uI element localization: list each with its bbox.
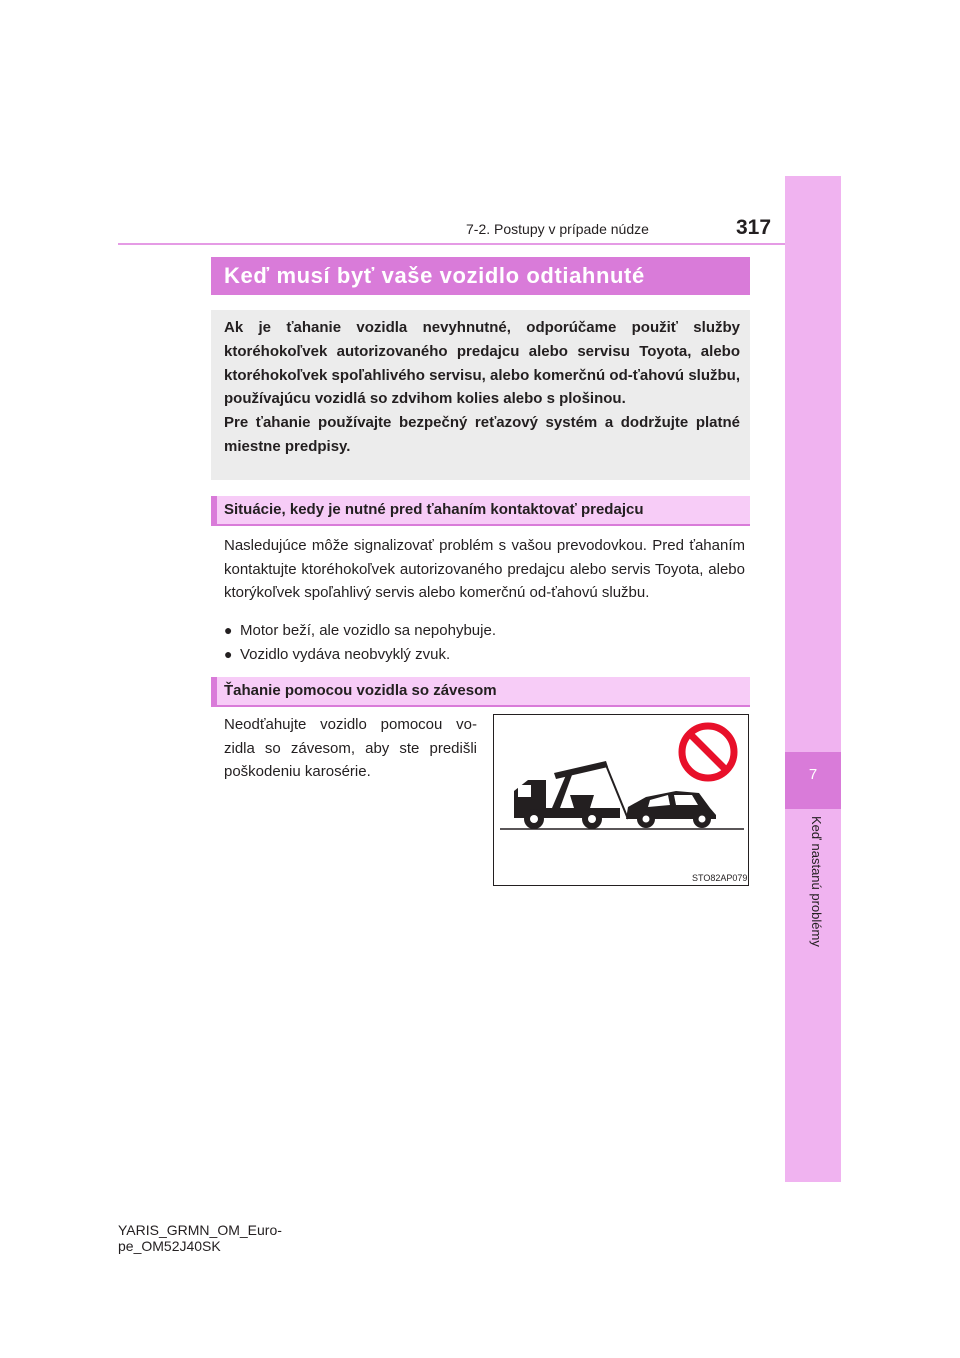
intro-text: Ak je ťahanie vozidla nevyhnutné, odporúčame použiť služby ktoréhokoľvek autorizovaného predajcu alebo servisu Toyota, alebo ktoréhokoľvek spoľahlivého servisu, alebo komerčnú od-ťahovú službu, používajúcu vozidlá so zdvihom kolies alebo s plošinou. Pre ťahanie používajte bezpečný reťazový systém a dodržujte platné miestne predpisy. <box>224 319 740 455</box>
header-rule <box>118 243 785 245</box>
bullet-text: Vozidlo vydáva neobvyklý zvuk. <box>240 646 451 663</box>
figure-code: STO82AP079 <box>692 873 748 883</box>
header-section-title: 7-2. Postupy v prípade núdze <box>466 221 649 237</box>
section-paragraph: Neodťahujte vozidlo pomocou vo-zidla so závesom, aby ste predišli poškodeniu karosérie. <box>224 716 477 780</box>
tow-truck-illustration <box>494 715 748 885</box>
footer-doc-id <box>118 1222 282 1254</box>
bullet-icon: ● <box>224 622 233 638</box>
footer-line: pe_OM52J40SK <box>118 1238 221 1254</box>
page-title: Keď musí byť vaše vozidlo odtiahnuté <box>224 263 645 288</box>
chapter-title: Keď nastanú problémy <box>809 816 824 947</box>
bullet-icon: ● <box>224 646 233 662</box>
bullet-item <box>224 622 496 639</box>
chapter-number: 7 <box>808 766 818 783</box>
footer-line: YARIS_GRMN_OM_Euro- <box>118 1222 282 1238</box>
bullet-text: Motor beží, ale vozidlo sa nepohybuje. <box>240 622 496 639</box>
tow-truck-icon <box>514 761 628 829</box>
page-number: 317 <box>736 216 772 239</box>
side-tab <box>785 176 841 1182</box>
car-icon <box>626 791 716 828</box>
bullet-item <box>224 646 450 663</box>
prohibition-icon <box>682 726 734 778</box>
section-heading-accent <box>211 677 217 705</box>
section-heading-accent <box>211 496 217 524</box>
section-heading: Situácie, kedy je nutné pred ťahaním kontaktovať predajcu <box>224 501 644 518</box>
section-heading: Ťahanie pomocou vozidla so závesom <box>224 682 497 699</box>
section-paragraph: Nasledujúce môže signalizovať problém s vašou prevodovkou. Pred ťahaním kontaktujte ktoréhokoľvek autorizovaného predajcu alebo servis Toyota, alebo ktorýkoľvek spoľahlivý servis alebo komerčnú od-ťahovú službu. <box>224 537 745 601</box>
